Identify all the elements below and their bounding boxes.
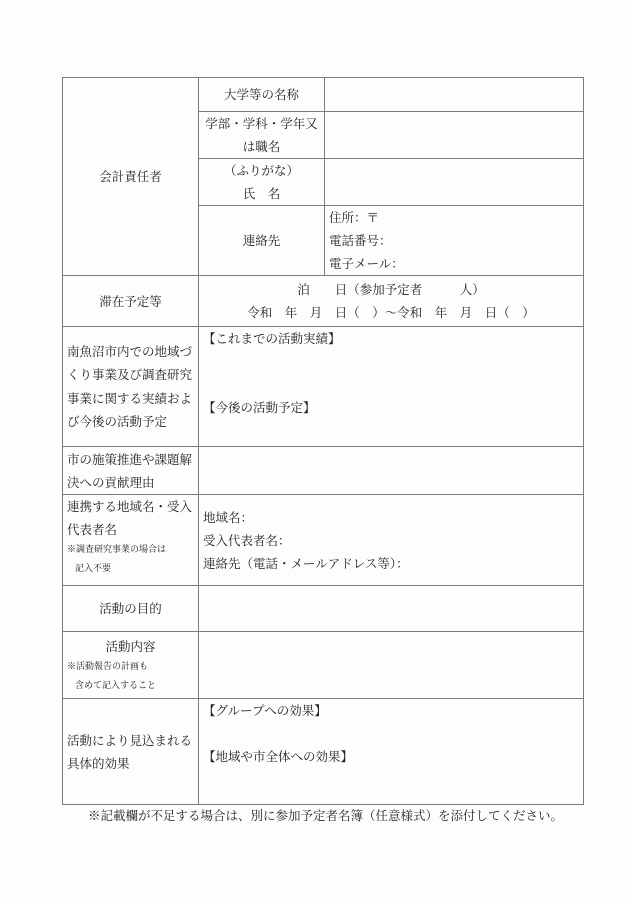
- contact-label: 連絡先: [199, 206, 325, 276]
- application-form-table: [62, 77, 584, 805]
- representative-name-field[interactable]: 受入代表者名：: [203, 532, 291, 548]
- content-label: [63, 632, 199, 699]
- faculty-label: [199, 112, 325, 159]
- track-record-label: 南魚沼市内での地域づくり事業及び調査研究事業に関する実績および今後の活動予定: [63, 327, 199, 447]
- track-record-field[interactable]: [199, 327, 584, 447]
- region-effects-heading: 【地域や市全体への効果】: [203, 749, 354, 764]
- region-name-field[interactable]: 地域名：: [203, 509, 254, 525]
- row-university-name: [63, 78, 584, 112]
- faculty-field[interactable]: [325, 112, 584, 159]
- stay-dates-line: 令和 年 月 日（ ）～令和 年 月 日（ ）: [247, 305, 535, 320]
- faculty-label-line1: 学部・学科・学年又: [205, 116, 318, 131]
- content-field[interactable]: [199, 632, 584, 699]
- name-label: [199, 159, 325, 206]
- contribution-field[interactable]: [199, 447, 584, 495]
- stay-nights-line: 泊 日（参加予定者 人）: [297, 282, 485, 297]
- full-name-label: 氏 名: [242, 186, 281, 201]
- stay-field[interactable]: [199, 276, 584, 327]
- partner-note2: 記入不要: [75, 564, 112, 574]
- partner-label-text: 連携する地域名・受入代表者名: [67, 499, 193, 537]
- row-content: [63, 632, 584, 699]
- address-field[interactable]: 住所：〒: [329, 210, 380, 225]
- effects-label: 活動により見込まれる具体的効果: [63, 699, 199, 805]
- row-partner: [63, 495, 584, 586]
- phone-field[interactable]: 電話番号：: [329, 233, 392, 248]
- past-activities-heading: 【これまでの活動実績】: [203, 331, 341, 346]
- effects-field[interactable]: [199, 699, 584, 805]
- row-track-record: [63, 327, 584, 447]
- purpose-label: 活動の目的: [63, 586, 199, 632]
- group-effects-heading: 【グループへの効果】: [203, 703, 327, 718]
- furigana-label: （ふりがな）: [223, 163, 299, 178]
- partner-label: [63, 495, 199, 586]
- partner-contact-field[interactable]: 連絡先（電話・メールアドレス等）：: [203, 555, 409, 571]
- name-field[interactable]: [325, 159, 584, 206]
- content-note: ※活動報告の計画も: [67, 661, 149, 672]
- partner-field[interactable]: [199, 495, 584, 586]
- row-purpose: [63, 586, 584, 632]
- stay-label: 滞在予定等: [63, 276, 199, 327]
- row-contribution: [63, 447, 584, 495]
- university-name-field[interactable]: [325, 78, 584, 112]
- partner-note: ※調査研究事業の場合は: [67, 545, 167, 555]
- university-name-label: 大学等の名称: [199, 78, 325, 112]
- footer-note: ※記載欄が不足する場合は、別に参加予定者名簿（任意様式）を添付してください。: [88, 808, 564, 823]
- content-note2: 含めて記入すること: [75, 680, 157, 691]
- row-effects: [63, 699, 584, 805]
- content-label-text: 活動内容: [105, 638, 156, 654]
- future-activities-heading: 【今後の活動予定】: [203, 400, 316, 415]
- accountant-label: 会計責任者: [63, 78, 199, 276]
- contact-field[interactable]: [325, 206, 584, 276]
- faculty-label-line2: は職名: [242, 139, 281, 154]
- row-stay: [63, 276, 584, 327]
- purpose-field[interactable]: [199, 586, 584, 632]
- email-field[interactable]: 電子メール：: [329, 256, 404, 271]
- contribution-label: 市の施策推進や課題解決への貢献理由: [63, 447, 199, 495]
